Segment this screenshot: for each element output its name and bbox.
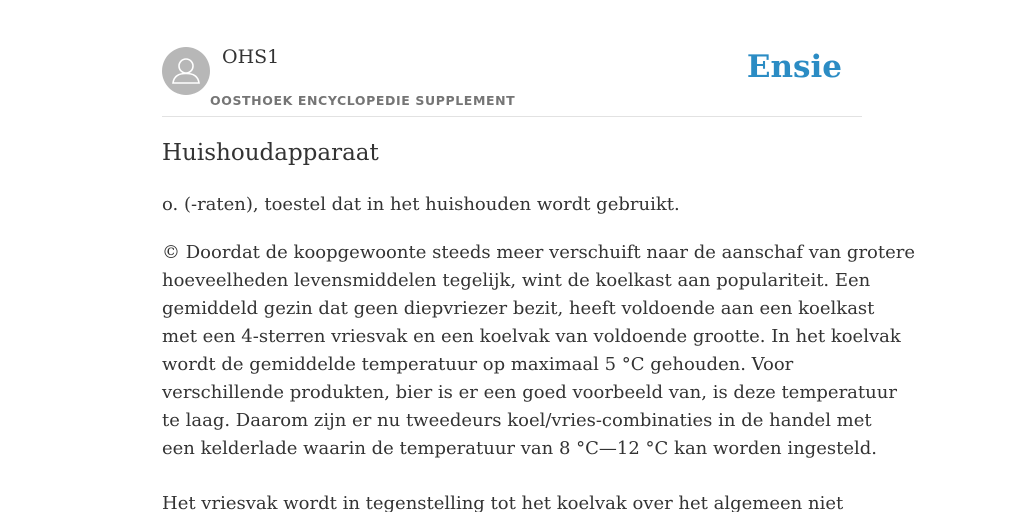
paragraph-line: © Doordat de koopgewoonte steeds meer verschuift naar de aanschaf van grotere <box>162 242 916 263</box>
entry-paragraph-1 <box>162 239 916 463</box>
user-icon[interactable] <box>162 47 210 95</box>
entry-header <box>162 0 862 117</box>
paragraph-line: met een 4-sterren vriesvak en een koelvak van voldoende grootte. In het koelvak <box>162 326 901 347</box>
paragraph-line: Het vriesvak wordt in tegenstelling tot het koelvak over het algemeen niet <box>162 493 844 512</box>
source-name: OOSTHOEK ENCYCLOPEDIE SUPPLEMENT <box>210 93 516 108</box>
source-code-link[interactable]: OHS1 <box>222 46 280 68</box>
paragraph-line: wordt de gemiddelde temperatuur op maximaal 5 °C gehouden. Voor <box>162 354 794 375</box>
entry-paragraph-2 <box>162 490 862 512</box>
page <box>162 0 916 512</box>
paragraph-line: verschillende produkten, bier is er een goed voorbeeld van, is deze temperatuur <box>162 382 897 403</box>
entry-title: Huishoudapparaat <box>162 140 379 166</box>
ensie-logo[interactable]: Ensie <box>746 49 842 85</box>
paragraph-line: hoeveelheden levensmiddelen tegelijk, wint de koelkast aan populariteit. Een <box>162 270 871 291</box>
paragraph-line: te laag. Daarom zijn er nu tweedeurs koel/vries-combinaties in de handel met <box>162 410 872 431</box>
paragraph-line: een kelderlade waarin de temperatuur van 8 °C—12 °C kan worden ingesteld. <box>162 438 877 459</box>
paragraph-line: gemiddeld gezin dat geen diepvriezer bezit, heeft voldoende aan een koelkast <box>162 298 875 319</box>
entry-definition: o. (-raten), toestel dat in het huishouden wordt gebruikt. <box>162 194 680 215</box>
